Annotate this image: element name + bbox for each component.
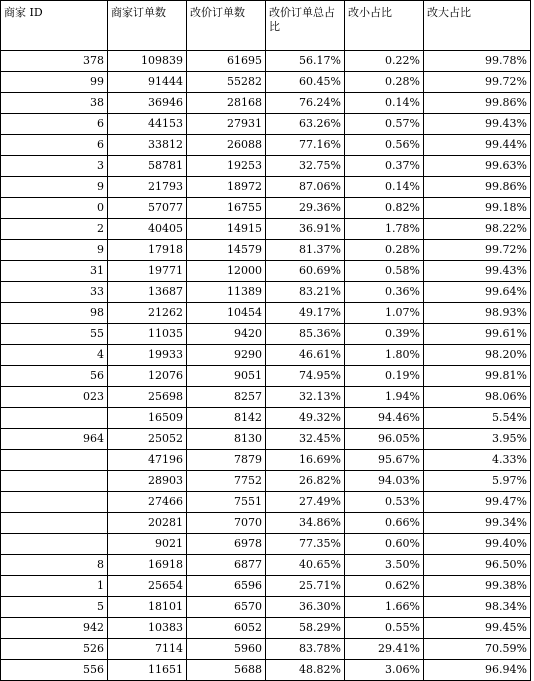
redaction-mask xyxy=(1,177,77,197)
changed-total-ratio-cell: 36.30% xyxy=(266,597,345,618)
changed-total-ratio-cell: 76.24% xyxy=(266,93,345,114)
changed-orders-cell: 9290 xyxy=(187,345,266,366)
changed-orders-cell: 18972 xyxy=(187,177,266,198)
merchant-id-text: 38 xyxy=(90,96,104,109)
table-row xyxy=(1,324,531,345)
merchant-id-cell xyxy=(1,303,108,324)
merchant-id-cell xyxy=(1,345,108,366)
larger-ratio-cell: 99.81% xyxy=(424,366,531,387)
merchant-orders-cell: 18101 xyxy=(108,597,187,618)
larger-ratio-cell: 99.78% xyxy=(424,51,531,72)
redaction-mask xyxy=(1,114,77,134)
merchant-orders-cell: 109839 xyxy=(108,51,187,72)
larger-ratio-cell: 99.18% xyxy=(424,198,531,219)
table-row xyxy=(1,471,531,492)
smaller-ratio-cell: 1.07% xyxy=(345,303,424,324)
changed-total-ratio-cell: 48.82% xyxy=(266,660,345,681)
changed-total-ratio-cell: 49.17% xyxy=(266,303,345,324)
merchant-orders-cell: 16918 xyxy=(108,555,187,576)
redaction-mask xyxy=(1,555,79,575)
merchant-id-cell xyxy=(1,51,108,72)
table-row xyxy=(1,408,531,429)
table-row xyxy=(1,93,531,114)
header-changed-total-ratio: 改价订单总占比 xyxy=(266,1,345,51)
merchant-orders-cell: 57077 xyxy=(108,198,187,219)
changed-total-ratio-cell: 56.17% xyxy=(266,51,345,72)
larger-ratio-cell: 70.59% xyxy=(424,639,531,660)
merchant-id-cell xyxy=(1,156,108,177)
merchant-orders-cell: 27466 xyxy=(108,492,187,513)
merchant-orders-cell: 25654 xyxy=(108,576,187,597)
merchant-id-cell xyxy=(1,576,108,597)
larger-ratio-cell: 99.47% xyxy=(424,492,531,513)
merchant-id-cell xyxy=(1,471,108,492)
changed-total-ratio-cell: 49.32% xyxy=(266,408,345,429)
changed-orders-cell: 7070 xyxy=(187,513,266,534)
merchant-id-cell xyxy=(1,660,108,681)
smaller-ratio-cell: 94.03% xyxy=(345,471,424,492)
changed-orders-cell: 6596 xyxy=(187,576,266,597)
larger-ratio-cell: 4.33% xyxy=(424,450,531,471)
table-row xyxy=(1,366,531,387)
redaction-mask xyxy=(1,261,71,281)
header-changed-orders: 改价订单数 xyxy=(187,1,266,51)
changed-total-ratio-cell: 77.35% xyxy=(266,534,345,555)
merchant-id-text: 023 xyxy=(83,390,104,403)
merchant-id-cell xyxy=(1,492,108,513)
merchant-id-text: 98 xyxy=(90,306,104,319)
changed-orders-cell: 55282 xyxy=(187,72,266,93)
changed-total-ratio-cell: 58.29% xyxy=(266,618,345,639)
merchant-id-text: 55 xyxy=(90,327,104,340)
merchant-orders-cell: 11035 xyxy=(108,324,187,345)
merchant-id-text: 378 xyxy=(83,54,104,67)
smaller-ratio-cell: 0.19% xyxy=(345,366,424,387)
table-row xyxy=(1,639,531,660)
larger-ratio-cell: 99.63% xyxy=(424,156,531,177)
merchant-orders-cell: 58781 xyxy=(108,156,187,177)
table-row xyxy=(1,597,531,618)
merchant-orders-cell: 20281 xyxy=(108,513,187,534)
merchant-orders-cell: 13687 xyxy=(108,282,187,303)
redaction-mask xyxy=(1,51,65,71)
merchant-orders-cell: 40405 xyxy=(108,219,187,240)
smaller-ratio-cell: 0.28% xyxy=(345,72,424,93)
redaction-mask xyxy=(1,618,61,638)
smaller-ratio-cell: 0.14% xyxy=(345,177,424,198)
merchant-id-cell xyxy=(1,324,108,345)
merchant-id-cell xyxy=(1,555,108,576)
changed-total-ratio-cell: 60.69% xyxy=(266,261,345,282)
table-row xyxy=(1,303,531,324)
changed-orders-cell: 61695 xyxy=(187,51,266,72)
redaction-mask xyxy=(1,219,75,239)
table-row xyxy=(1,618,531,639)
merchant-id-text: 8 xyxy=(97,558,104,571)
redaction-mask xyxy=(1,534,101,554)
changed-orders-cell: 10454 xyxy=(187,303,266,324)
smaller-ratio-cell: 0.66% xyxy=(345,513,424,534)
table-row xyxy=(1,345,531,366)
larger-ratio-cell: 99.45% xyxy=(424,618,531,639)
merchant-id-text: 964 xyxy=(83,432,104,445)
merchant-orders-cell: 10383 xyxy=(108,618,187,639)
merchant-id-cell xyxy=(1,72,108,93)
merchant-id-text: 556 xyxy=(83,663,104,676)
changed-total-ratio-cell: 16.69% xyxy=(266,450,345,471)
redaction-mask xyxy=(1,639,55,659)
merchant-id-text: 33 xyxy=(90,285,104,298)
redaction-mask xyxy=(1,429,47,449)
changed-orders-cell: 14579 xyxy=(187,240,266,261)
larger-ratio-cell: 99.86% xyxy=(424,177,531,198)
smaller-ratio-cell: 0.28% xyxy=(345,240,424,261)
merchant-id-cell xyxy=(1,387,108,408)
changed-total-ratio-cell: 40.65% xyxy=(266,555,345,576)
merchant-id-cell xyxy=(1,198,108,219)
redaction-mask xyxy=(1,240,75,260)
merchant-id-cell xyxy=(1,408,108,429)
changed-total-ratio-cell: 60.45% xyxy=(266,72,345,93)
changed-orders-cell: 6877 xyxy=(187,555,266,576)
changed-orders-cell: 19253 xyxy=(187,156,266,177)
changed-orders-cell: 7879 xyxy=(187,450,266,471)
larger-ratio-cell: 3.95% xyxy=(424,429,531,450)
merchant-id-cell xyxy=(1,429,108,450)
merchant-orders-cell: 11651 xyxy=(108,660,187,681)
merchant-id-text: 942 xyxy=(83,621,104,634)
redaction-mask xyxy=(1,156,75,176)
changed-orders-cell: 14915 xyxy=(187,219,266,240)
table-row xyxy=(1,534,531,555)
redaction-mask xyxy=(1,345,79,365)
changed-orders-cell: 6978 xyxy=(187,534,266,555)
merchant-id-cell xyxy=(1,450,108,471)
merchant-id-cell xyxy=(1,93,108,114)
merchant-id-cell xyxy=(1,639,108,660)
larger-ratio-cell: 98.22% xyxy=(424,219,531,240)
merchant-orders-cell: 33812 xyxy=(108,135,187,156)
merchant-id-cell xyxy=(1,219,108,240)
smaller-ratio-cell: 1.78% xyxy=(345,219,424,240)
merchant-id-text: 99 xyxy=(90,75,104,88)
header-merchant-orders: 商家订单数 xyxy=(108,1,187,51)
smaller-ratio-cell: 94.46% xyxy=(345,408,424,429)
larger-ratio-cell: 99.61% xyxy=(424,324,531,345)
smaller-ratio-cell: 0.22% xyxy=(345,51,424,72)
table-row xyxy=(1,114,531,135)
changed-orders-cell: 26088 xyxy=(187,135,266,156)
smaller-ratio-cell: 3.50% xyxy=(345,555,424,576)
smaller-ratio-cell: 0.55% xyxy=(345,618,424,639)
larger-ratio-cell: 96.50% xyxy=(424,555,531,576)
table-row xyxy=(1,576,531,597)
changed-orders-cell: 6052 xyxy=(187,618,266,639)
merchant-orders-cell: 21793 xyxy=(108,177,187,198)
redaction-mask xyxy=(1,198,77,218)
table-row xyxy=(1,261,531,282)
changed-orders-cell: 6570 xyxy=(187,597,266,618)
larger-ratio-cell: 96.94% xyxy=(424,660,531,681)
redaction-mask xyxy=(1,324,73,344)
larger-ratio-cell: 99.64% xyxy=(424,282,531,303)
larger-ratio-cell: 99.43% xyxy=(424,114,531,135)
merchant-id-cell xyxy=(1,240,108,261)
table-row xyxy=(1,513,531,534)
smaller-ratio-cell: 3.06% xyxy=(345,660,424,681)
redaction-mask xyxy=(1,408,101,428)
header-merchant-id: 商家 ID xyxy=(1,1,108,51)
smaller-ratio-cell: 0.36% xyxy=(345,282,424,303)
changed-total-ratio-cell: 77.16% xyxy=(266,135,345,156)
merchant-id-cell xyxy=(1,282,108,303)
changed-total-ratio-cell: 46.61% xyxy=(266,345,345,366)
redaction-mask xyxy=(1,93,67,113)
table-row xyxy=(1,660,531,681)
changed-orders-cell: 12000 xyxy=(187,261,266,282)
merchant-id-cell xyxy=(1,177,108,198)
changed-total-ratio-cell: 81.37% xyxy=(266,240,345,261)
table-row xyxy=(1,135,531,156)
merchant-id-text: 6 xyxy=(97,138,104,151)
changed-total-ratio-cell: 32.45% xyxy=(266,429,345,450)
redaction-mask xyxy=(1,471,101,491)
merchant-id-cell xyxy=(1,135,108,156)
changed-total-ratio-cell: 74.95% xyxy=(266,366,345,387)
merchant-orders-cell: 17918 xyxy=(108,240,187,261)
changed-total-ratio-cell: 32.13% xyxy=(266,387,345,408)
table-row xyxy=(1,72,531,93)
merchant-orders-cell: 44153 xyxy=(108,114,187,135)
changed-orders-cell: 8142 xyxy=(187,408,266,429)
changed-orders-cell: 5960 xyxy=(187,639,266,660)
larger-ratio-cell: 99.86% xyxy=(424,93,531,114)
redaction-mask xyxy=(1,660,55,680)
redaction-mask xyxy=(1,366,71,386)
merchant-id-cell xyxy=(1,618,108,639)
merchant-id-cell xyxy=(1,513,108,534)
header-smaller-ratio: 改小占比 xyxy=(345,1,424,51)
merchant-id-cell xyxy=(1,261,108,282)
merchant-id-cell xyxy=(1,534,108,555)
changed-total-ratio-cell: 85.36% xyxy=(266,324,345,345)
changed-total-ratio-cell: 83.21% xyxy=(266,282,345,303)
merchant-id-cell xyxy=(1,114,108,135)
redaction-mask xyxy=(1,492,101,512)
table-row xyxy=(1,219,531,240)
smaller-ratio-cell: 95.67% xyxy=(345,450,424,471)
merchant-orders-cell: 12076 xyxy=(108,366,187,387)
smaller-ratio-cell: 96.05% xyxy=(345,429,424,450)
changed-orders-cell: 28168 xyxy=(187,93,266,114)
table-row xyxy=(1,492,531,513)
larger-ratio-cell: 5.54% xyxy=(424,408,531,429)
merchant-id-text: 1 xyxy=(97,579,104,592)
smaller-ratio-cell: 0.57% xyxy=(345,114,424,135)
merchant-id-text: 56 xyxy=(90,369,104,382)
table-row xyxy=(1,387,531,408)
larger-ratio-cell: 98.34% xyxy=(424,597,531,618)
smaller-ratio-cell: 0.53% xyxy=(345,492,424,513)
merchant-id-text: 2 xyxy=(97,222,104,235)
table-row xyxy=(1,240,531,261)
larger-ratio-cell: 99.38% xyxy=(424,576,531,597)
larger-ratio-cell: 99.34% xyxy=(424,513,531,534)
merchant-orders-cell: 28903 xyxy=(108,471,187,492)
merchant-orders-cell: 19771 xyxy=(108,261,187,282)
table-body xyxy=(1,51,531,681)
merchant-orders-cell: 19933 xyxy=(108,345,187,366)
larger-ratio-cell: 99.40% xyxy=(424,534,531,555)
larger-ratio-cell: 99.44% xyxy=(424,135,531,156)
changed-orders-cell: 16755 xyxy=(187,198,266,219)
merchant-id-cell xyxy=(1,366,108,387)
table-row xyxy=(1,555,531,576)
smaller-ratio-cell: 0.62% xyxy=(345,576,424,597)
smaller-ratio-cell: 0.82% xyxy=(345,198,424,219)
table-row xyxy=(1,156,531,177)
table-row xyxy=(1,51,531,72)
changed-total-ratio-cell: 25.71% xyxy=(266,576,345,597)
redaction-mask xyxy=(1,387,63,407)
changed-orders-cell: 9420 xyxy=(187,324,266,345)
changed-total-ratio-cell: 34.86% xyxy=(266,513,345,534)
changed-total-ratio-cell: 87.06% xyxy=(266,177,345,198)
merchant-id-text: 6 xyxy=(97,117,104,130)
merchant-id-text: 31 xyxy=(90,264,104,277)
larger-ratio-cell: 5.97% xyxy=(424,471,531,492)
merchant-id-text: 4 xyxy=(97,348,104,361)
table-row xyxy=(1,177,531,198)
redaction-mask xyxy=(1,576,85,596)
header-larger-ratio: 改大占比 xyxy=(424,1,531,51)
merchant-orders-cell: 25698 xyxy=(108,387,187,408)
merchant-id-cell xyxy=(1,597,108,618)
changed-orders-cell: 8257 xyxy=(187,387,266,408)
smaller-ratio-cell: 29.41% xyxy=(345,639,424,660)
smaller-ratio-cell: 0.37% xyxy=(345,156,424,177)
larger-ratio-cell: 98.93% xyxy=(424,303,531,324)
merchant-id-text: 9 xyxy=(97,180,104,193)
redaction-mask xyxy=(1,135,77,155)
changed-orders-cell: 7551 xyxy=(187,492,266,513)
changed-total-ratio-cell: 36.91% xyxy=(266,219,345,240)
table-header xyxy=(1,1,531,51)
merchant-orders-cell: 9021 xyxy=(108,534,187,555)
merchant-orders-cell: 47196 xyxy=(108,450,187,471)
merchant-id-text: 9 xyxy=(97,243,104,256)
redaction-mask xyxy=(1,450,101,470)
larger-ratio-cell: 99.43% xyxy=(424,261,531,282)
changed-total-ratio-cell: 32.75% xyxy=(266,156,345,177)
changed-orders-cell: 8130 xyxy=(187,429,266,450)
smaller-ratio-cell: 1.80% xyxy=(345,345,424,366)
merchant-orders-cell: 91444 xyxy=(108,72,187,93)
smaller-ratio-cell: 0.58% xyxy=(345,261,424,282)
table-row xyxy=(1,429,531,450)
changed-total-ratio-cell: 29.36% xyxy=(266,198,345,219)
header-row xyxy=(1,1,531,51)
redaction-mask xyxy=(1,513,101,533)
merchant-id-text: 526 xyxy=(83,642,104,655)
smaller-ratio-cell: 0.56% xyxy=(345,135,424,156)
merchant-id-text: 5 xyxy=(97,600,104,613)
table-row xyxy=(1,450,531,471)
larger-ratio-cell: 99.72% xyxy=(424,72,531,93)
changed-orders-cell: 5688 xyxy=(187,660,266,681)
merchant-id-text: 3 xyxy=(97,159,104,172)
merchant-orders-cell: 16509 xyxy=(108,408,187,429)
smaller-ratio-cell: 0.39% xyxy=(345,324,424,345)
merchant-orders-cell: 25052 xyxy=(108,429,187,450)
smaller-ratio-cell: 0.60% xyxy=(345,534,424,555)
smaller-ratio-cell: 1.94% xyxy=(345,387,424,408)
smaller-ratio-cell: 1.66% xyxy=(345,597,424,618)
merchant-orders-cell: 21262 xyxy=(108,303,187,324)
merchant-id-text: 0 xyxy=(97,201,104,214)
changed-total-ratio-cell: 26.82% xyxy=(266,471,345,492)
changed-orders-cell: 9051 xyxy=(187,366,266,387)
changed-orders-cell: 7752 xyxy=(187,471,266,492)
redaction-mask xyxy=(1,303,67,323)
changed-total-ratio-cell: 63.26% xyxy=(266,114,345,135)
changed-orders-cell: 27931 xyxy=(187,114,266,135)
changed-total-ratio-cell: 83.78% xyxy=(266,639,345,660)
larger-ratio-cell: 98.20% xyxy=(424,345,531,366)
smaller-ratio-cell: 0.14% xyxy=(345,93,424,114)
table-row xyxy=(1,198,531,219)
larger-ratio-cell: 98.06% xyxy=(424,387,531,408)
merchant-orders-cell: 36946 xyxy=(108,93,187,114)
redaction-mask xyxy=(1,282,71,302)
table-row xyxy=(1,282,531,303)
larger-ratio-cell: 99.72% xyxy=(424,240,531,261)
changed-total-ratio-cell: 27.49% xyxy=(266,492,345,513)
redaction-mask xyxy=(1,72,73,92)
redaction-mask xyxy=(1,597,85,617)
merchant-orders-cell: 7114 xyxy=(108,639,187,660)
changed-orders-cell: 11389 xyxy=(187,282,266,303)
